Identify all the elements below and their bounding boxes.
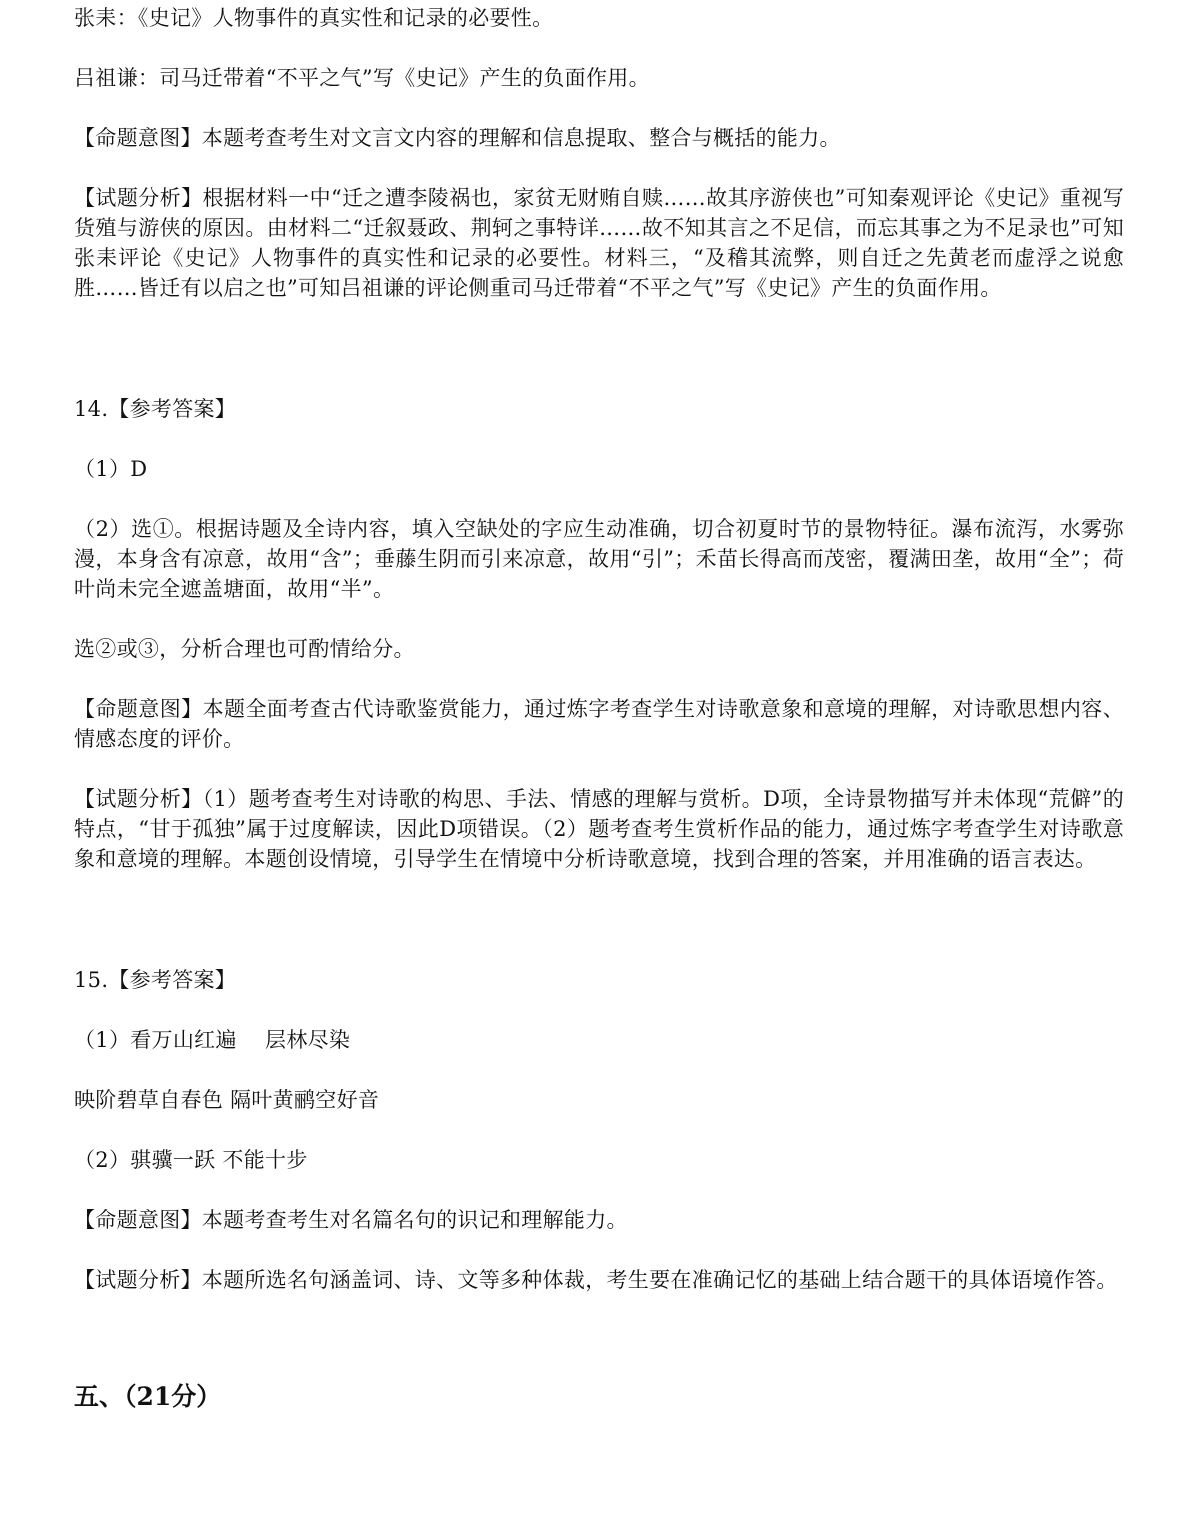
analysis-paragraph-15: 【试题分析】本题所选名句涵盖词、诗、文等多种体裁，考生要在准确记忆的基础上结合题干的具体语境作答。 xyxy=(74,1268,1118,1292)
intent-paragraph-15: 【命题意图】本题考查考生对名篇名句的识记和理解能力。 xyxy=(74,1208,628,1232)
q15-answer-2: （2）骐骥一跃 不能十步 xyxy=(74,1148,308,1172)
analysis-paragraph-13: 【试题分析】根据材料一中“迁之遭李陵祸也，家贫无财贿自赎……故其序游侠也”可知秦观评论《史记》重视写货殖与游侠的原因。由材料二“迁叙聂政、荆轲之事特详……故不知其言之不足信，而忘其事之为不足录也”可知张耒评论《史记》人物事件的真实性和记录的必要性。材料三，“及稽其流弊，则自迁之先黄老而虚浮之说愈胜……皆迁有以启之也”可知吕祖谦的评论侧重司马迁带着“不平之气”写《史记》产生的负面作用。 xyxy=(74,186,1124,300)
q14-answer-2: （2）选①。根据诗题及全诗内容，填入空缺处的字应生动准确，切合初夏时节的景物特征。瀑布流泻，水雾弥漫，本身含有凉意，故用“含”；垂藤生阴而引来凉意，故用“引”；禾苗长得高而茂密，覆满田垄，故用“全”；荷叶尚未完全遮盖塘面，故用“半”。 xyxy=(74,517,1124,601)
q14-answer-1: （1）D xyxy=(74,457,148,481)
lu-zuqian-line: 吕祖谦：司马迁带着“不平之气”写《史记》产生的负面作用。 xyxy=(74,66,650,90)
q15-heading: 15.【参考答案】 xyxy=(74,968,237,992)
q15-answer-1: （1）看万山红遍 层林尽染 xyxy=(74,1028,351,1052)
intent-paragraph-14: 【命题意图】本题全面考查古代诗歌鉴赏能力，通过炼字考查学生对诗歌意象和意境的理解，对诗歌思想内容、情感态度的评价。 xyxy=(74,697,1124,751)
intent-paragraph-13: 【命题意图】本题考查考生对文言文内容的理解和信息提取、整合与概括的能力。 xyxy=(74,126,841,150)
analysis-paragraph-14: 【试题分析】（1）题考查考生对诗歌的构思、手法、情感的理解与赏析。D项，全诗景物描写并未体现“荒僻”的特点，“甘于孤独”属于过度解读，因此D项错误。（2）题考查考生赏析作品的能力，通过炼字考查学生对诗歌意象和意境的理解。本题创设情境，引导学生在情境中分析诗歌意境，找到合理的答案，并用准确的语言表达。 xyxy=(74,787,1124,871)
q14-answer-2-extra: 选②或③，分析合理也可酌情给分。 xyxy=(74,637,415,661)
q14-heading: 14.【参考答案】 xyxy=(74,397,237,421)
q15-answer-1-line2: 映阶碧草自春色 隔叶黄鹂空好音 xyxy=(74,1088,380,1112)
section-5-title: 五、（21分） xyxy=(74,1382,222,1411)
answer-document xyxy=(74,0,1124,1413)
zhang-lei-line: 张耒：《史记》人物事件的真实性和记录的必要性。 xyxy=(74,6,554,30)
